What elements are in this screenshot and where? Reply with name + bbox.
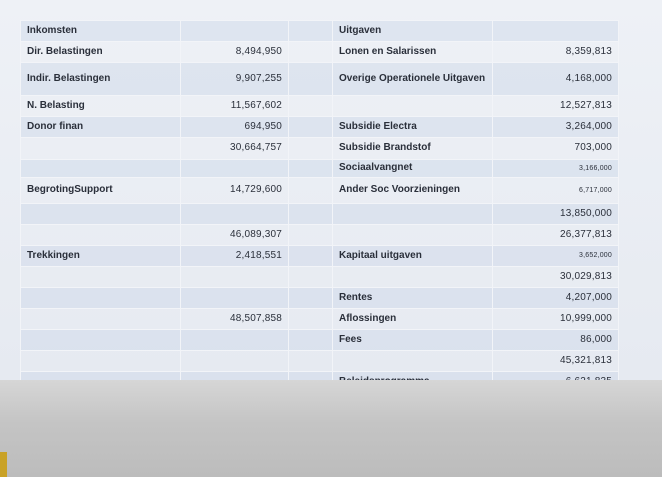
budget-table bbox=[20, 20, 619, 414]
inkomsten-label: Trekkingen bbox=[21, 246, 181, 267]
spacer-cell bbox=[289, 42, 333, 63]
inkomsten-label bbox=[21, 138, 181, 160]
uitgaven-value: 12,527,813 bbox=[493, 96, 619, 117]
inkomsten-value: 11,567,602 bbox=[181, 96, 289, 117]
inkomsten-label: BegrotingSupport bbox=[21, 178, 181, 204]
inkomsten-label: Dir. Belastingen bbox=[21, 42, 181, 63]
table-row bbox=[21, 160, 619, 178]
inkomsten-value: 8,494,950 bbox=[181, 42, 289, 63]
inkomsten-value bbox=[181, 267, 289, 288]
inkomsten-value bbox=[181, 160, 289, 178]
table-row bbox=[21, 204, 619, 225]
inkomsten-label: Donor finan bbox=[21, 117, 181, 138]
uitgaven-label bbox=[333, 96, 493, 117]
inkomsten-label bbox=[21, 309, 181, 330]
uitgaven-label bbox=[333, 204, 493, 225]
uitgaven-value: 3,264,000 bbox=[493, 117, 619, 138]
uitgaven-label: Uitgaven bbox=[333, 21, 493, 42]
table-row bbox=[21, 96, 619, 117]
table-row bbox=[21, 309, 619, 330]
uitgaven-value: 3,652,000 bbox=[493, 246, 619, 267]
inkomsten-value: 48,507,858 bbox=[181, 309, 289, 330]
uitgaven-label: Overige Operationele Uitgaven bbox=[333, 63, 493, 96]
uitgaven-value bbox=[493, 21, 619, 42]
inkomsten-value: 30,664,757 bbox=[181, 138, 289, 160]
uitgaven-label bbox=[333, 225, 493, 246]
table-row bbox=[21, 42, 619, 63]
uitgaven-value: 86,000 bbox=[493, 330, 619, 351]
uitgaven-value: 13,850,000 bbox=[493, 204, 619, 225]
inkomsten-label bbox=[21, 160, 181, 178]
spacer-cell bbox=[289, 178, 333, 204]
inkomsten-label bbox=[21, 288, 181, 309]
inkomsten-value: 46,089,307 bbox=[181, 225, 289, 246]
table-row bbox=[21, 21, 619, 42]
spacer-cell bbox=[289, 267, 333, 288]
inkomsten-label bbox=[21, 204, 181, 225]
inkomsten-value bbox=[181, 330, 289, 351]
uitgaven-label: Kapitaal uitgaven bbox=[333, 246, 493, 267]
gold-accent bbox=[0, 452, 7, 477]
spacer-cell bbox=[289, 117, 333, 138]
spacer-cell bbox=[289, 351, 333, 372]
inkomsten-label bbox=[21, 225, 181, 246]
inkomsten-label: Indir. Belastingen bbox=[21, 63, 181, 96]
uitgaven-label: Sociaalvangnet bbox=[333, 160, 493, 178]
inkomsten-value bbox=[181, 288, 289, 309]
inkomsten-value bbox=[181, 204, 289, 225]
uitgaven-value: 6,717,000 bbox=[493, 178, 619, 204]
table-row bbox=[21, 225, 619, 246]
spacer-cell bbox=[289, 160, 333, 178]
uitgaven-label: Lonen en Salarissen bbox=[333, 42, 493, 63]
uitgaven-value: 8,359,813 bbox=[493, 42, 619, 63]
uitgaven-label: Fees bbox=[333, 330, 493, 351]
table-row bbox=[21, 246, 619, 267]
uitgaven-value: 45,321,813 bbox=[493, 351, 619, 372]
spacer-cell bbox=[289, 204, 333, 225]
uitgaven-value: 30,029,813 bbox=[493, 267, 619, 288]
table-row bbox=[21, 138, 619, 160]
uitgaven-value: 10,999,000 bbox=[493, 309, 619, 330]
inkomsten-value: 14,729,600 bbox=[181, 178, 289, 204]
spacer-cell bbox=[289, 138, 333, 160]
inkomsten-value: 2,418,551 bbox=[181, 246, 289, 267]
table-row bbox=[21, 288, 619, 309]
inkomsten-value: 694,950 bbox=[181, 117, 289, 138]
spacer-cell bbox=[289, 96, 333, 117]
uitgaven-label: Aflossingen bbox=[333, 309, 493, 330]
bottom-band bbox=[0, 380, 662, 477]
inkomsten-value bbox=[181, 21, 289, 42]
uitgaven-label: Subsidie Brandstof bbox=[333, 138, 493, 160]
inkomsten-label bbox=[21, 351, 181, 372]
inkomsten-value: 9,907,255 bbox=[181, 63, 289, 96]
table-row bbox=[21, 330, 619, 351]
table-row bbox=[21, 178, 619, 204]
spacer-cell bbox=[289, 288, 333, 309]
inkomsten-label bbox=[21, 330, 181, 351]
uitgaven-label: Rentes bbox=[333, 288, 493, 309]
table-row bbox=[21, 351, 619, 372]
spacer-cell bbox=[289, 63, 333, 96]
uitgaven-label bbox=[333, 267, 493, 288]
uitgaven-label: Subsidie Electra bbox=[333, 117, 493, 138]
spacer-cell bbox=[289, 225, 333, 246]
spacer-cell bbox=[289, 309, 333, 330]
uitgaven-value: 4,207,000 bbox=[493, 288, 619, 309]
inkomsten-label: N. Belasting bbox=[21, 96, 181, 117]
uitgaven-label: Ander Soc Voorzieningen bbox=[333, 178, 493, 204]
budget-table-body bbox=[21, 21, 619, 414]
table-row bbox=[21, 117, 619, 138]
uitgaven-value: 26,377,813 bbox=[493, 225, 619, 246]
uitgaven-value: 3,166,000 bbox=[493, 160, 619, 178]
table-row bbox=[21, 63, 619, 96]
spacer-cell bbox=[289, 246, 333, 267]
uitgaven-value: 703,000 bbox=[493, 138, 619, 160]
inkomsten-label: Inkomsten bbox=[21, 21, 181, 42]
uitgaven-label bbox=[333, 351, 493, 372]
spacer-cell bbox=[289, 21, 333, 42]
inkomsten-value bbox=[181, 351, 289, 372]
inkomsten-label bbox=[21, 267, 181, 288]
uitgaven-value: 4,168,000 bbox=[493, 63, 619, 96]
table-row bbox=[21, 267, 619, 288]
spacer-cell bbox=[289, 330, 333, 351]
